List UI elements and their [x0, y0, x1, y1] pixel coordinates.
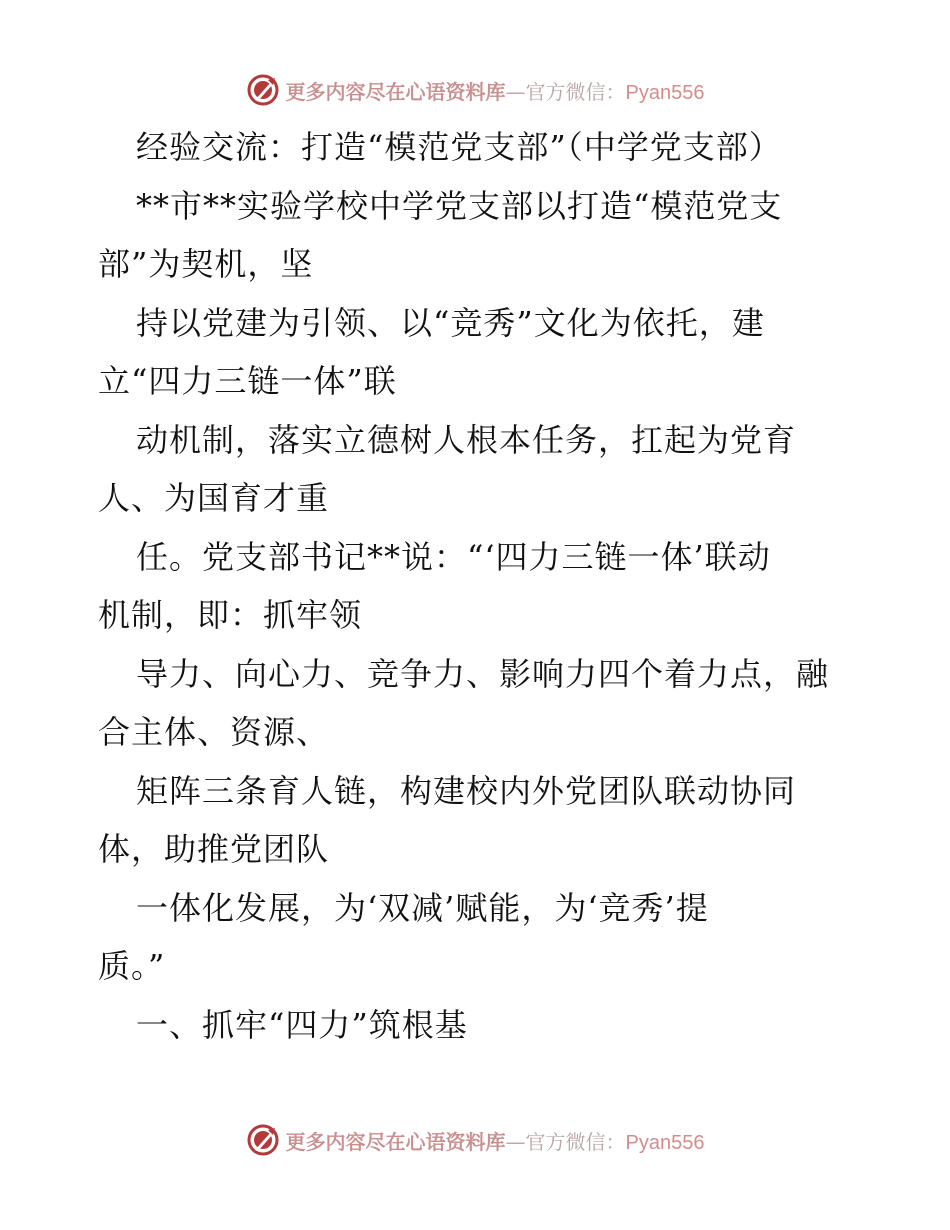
banner-wechat-label: 官方微信： — [525, 79, 626, 104]
banner-wechat-id: Pyan556 — [625, 81, 705, 104]
banner-main-text: 更多内容尽在心语资料库 — [285, 1129, 506, 1154]
paragraph-line: 矩阵三条育人链，构建校内外党团队联动协同 — [136, 771, 797, 810]
paragraph-line: 动机制，落实立德树人根本任务，扛起为党育 — [136, 420, 797, 459]
paragraph-line: 立“四力三链一体”联 — [98, 362, 397, 400]
quill-pen-logo-icon — [246, 1123, 280, 1157]
footer-watermark-banner — [0, 1122, 950, 1158]
paragraph-line: **市**实验学校中学党支部以打造“模范党支 — [136, 186, 783, 225]
paragraph-line: 合主体、资源、 — [98, 713, 330, 751]
paragraph-line: 人、为国育才重 — [98, 479, 330, 517]
paragraph-line: 机制，即：抓牢领 — [98, 596, 363, 634]
banner-separator: — — [505, 1129, 526, 1154]
paragraph-line: 一体化发展，为‘双减’赋能，为‘竞秀’提 — [136, 888, 709, 927]
paragraph-line: 质。” — [98, 947, 166, 985]
paragraph-line: 部”为契机，坚 — [98, 245, 314, 283]
paragraph-line: 任。党支部书记**说：“‘四力三链一体’联动 — [136, 537, 771, 576]
section-heading: 一、抓牢“四力”筑根基 — [136, 1005, 468, 1044]
banner-main-text: 更多内容尽在心语资料库 — [285, 79, 506, 104]
document-title: 经验交流：打造“模范党支部”（中学党支部） — [136, 128, 782, 166]
paragraph-line: 导力、向心力、竞争力、影响力四个着力点，融 — [136, 654, 830, 693]
document-body — [98, 118, 868, 1054]
banner-separator: — — [505, 79, 526, 104]
banner-wechat-id: Pyan556 — [625, 1131, 705, 1154]
banner-wechat-label: 官方微信： — [525, 1129, 626, 1154]
paragraph-line: 持以党建为引领、以“竞秀”文化为依托，建 — [136, 303, 765, 342]
paragraph-line: 体，助推党团队 — [98, 830, 330, 868]
header-watermark-banner — [0, 72, 950, 108]
quill-pen-logo-icon — [246, 73, 280, 107]
